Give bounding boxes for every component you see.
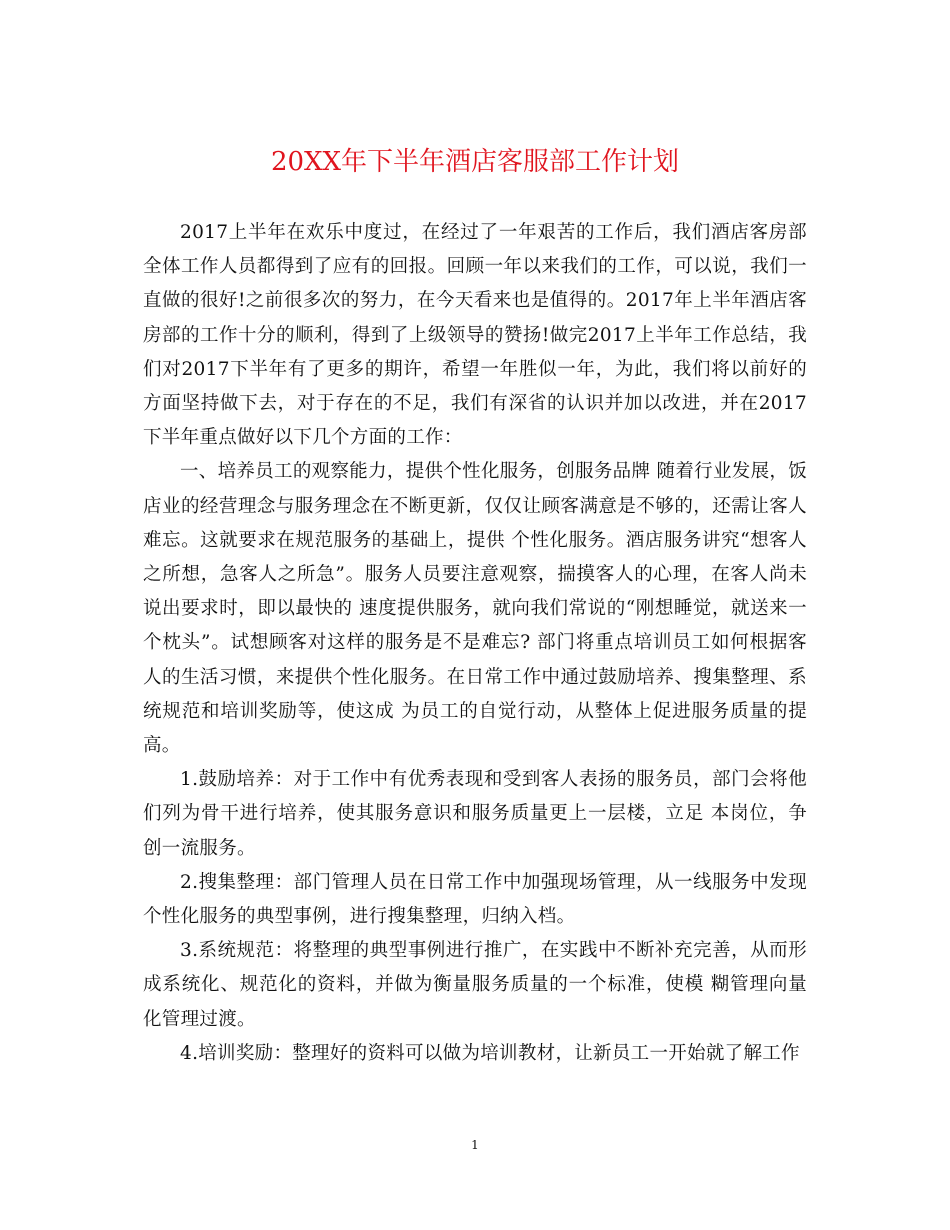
paragraph-item-1: 1.鼓励培养：对于工作中有优秀表现和受到客人表扬的服务员，部门会将他们列为骨干进行培养，使其服务意识和服务质量更上一层楼，立足 本岗位，争创一流服务。 (143, 769, 807, 859)
paragraph-intro: 2017上半年在欢乐中度过，在经过了一年艰苦的工作后，我们酒店客房部全体工作人员都得到了应有的回报。回顾一年以来我们的工作，可以说，我们一直做的很好!之前很多次的努力，在今天看来也是值得的。2017年上半年酒店客房部的工作十分的顺利，得到了上级领导的赞扬!做完2017上半年工作总结，我们对2017下半年有了更多的期许，希望一年胜似一年，为此，我们将以前好的方面坚持做下去，对于存在的不足，我们有深省的认识并加以改进，并在2017下半年重点做好以下几个方面的工作： (143, 222, 807, 449)
paragraph-item-4: 4.培训奖励：整理好的资料可以做为培训教材，让新员工一开始就了解工作 (180, 1042, 800, 1064)
document-body (143, 216, 807, 1071)
paragraph-section-1: 一、培养员工的观察能力，提供个性化服务，创服务品牌 随着行业发展，饭店业的经营理念与服务理念在不断更新，仅仅让顾客满意是不够的，还需让客人难忘。这就要求在规范服务的基础上，提供 个性化服务。酒店服务讲究“想客人之所想，急客人之所急”。服务人员要注意观察，揣摸客人的心理，在客人尚未说出要求时，即以最快的 速度提供服务，就向我们常说的“刚想睡觉，就送来一个枕头”。试想顾客对这样的服务是不是难忘? 部门将重点培训员工如何根据客人的生活习惯，来提供个性化服务。在日常工作中通过鼓励培养、搜集整理、系统规范和培训奖励等，使这成 为员工的自觉行动，从整体上促进服务质量的提高。 (143, 461, 807, 757)
paragraph-item-2: 2.搜集整理：部门管理人员在日常工作中加强现场管理，从一线服务中发现个性化服务的典型事例，进行搜集整理，归纳入档。 (143, 871, 807, 928)
paragraph-item-3: 3.系统规范：将整理的典型事例进行推广，在实践中不断补充完善，从而形成系统化、规范化的资料，并做为衡量服务质量的一个标准，使模 糊管理向量化管理过渡。 (143, 940, 807, 1030)
page-number: 1 (471, 1138, 479, 1152)
document-title: 20XX年下半年酒店客服部工作计划 (270, 147, 680, 177)
